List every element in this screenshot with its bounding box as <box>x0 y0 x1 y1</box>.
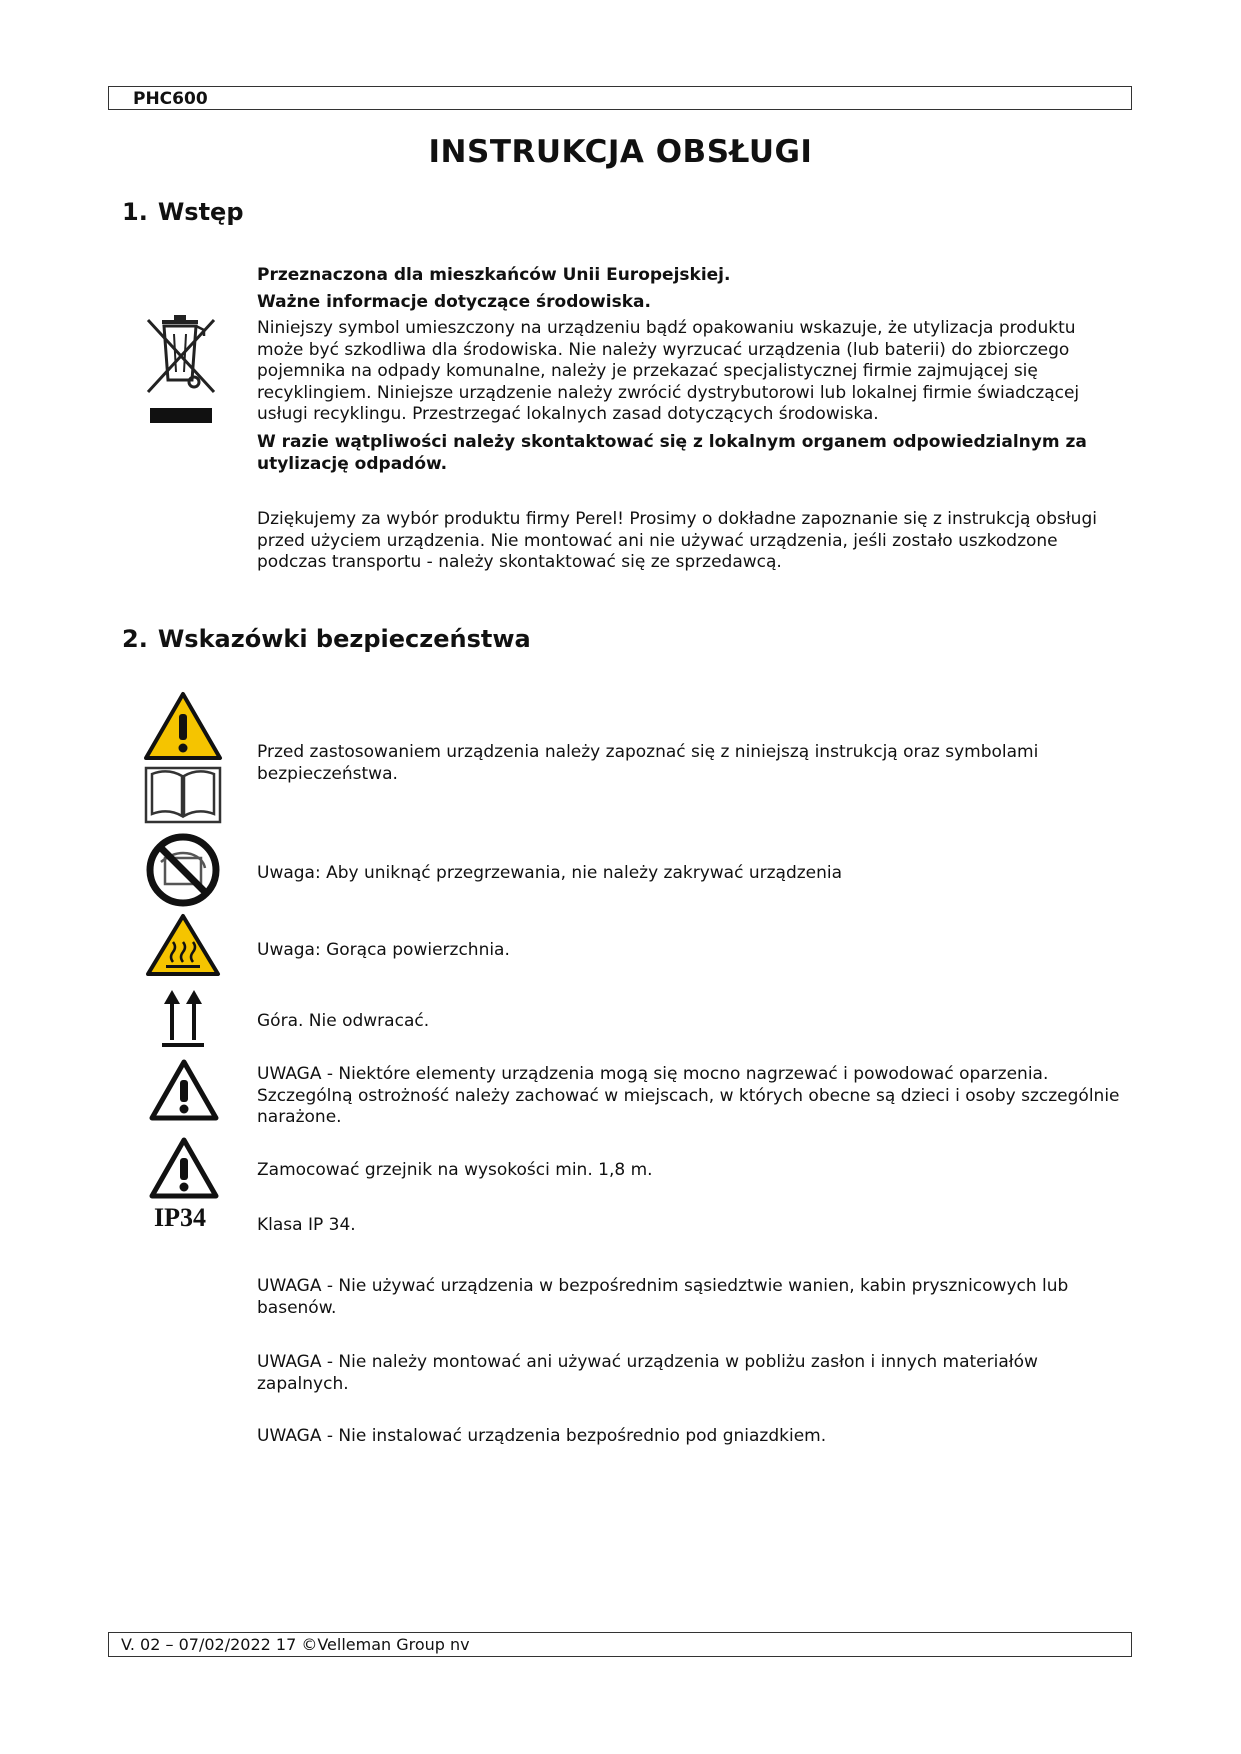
caution-icon <box>148 1058 220 1122</box>
section-2-number: 2. <box>122 625 148 653</box>
contact-authority-text: W razie wątpliwości należy skontaktować się z lokalnym organem odpowiedzialnym za utylizację odpadów. <box>257 432 1087 474</box>
safety-item-8: UWAGA - Nie używać urządzenia w bezpośrednim sąsiedztwie wanien, kabin prysznicowych lub basenów. <box>257 1276 1069 1318</box>
environment-text: Niniejszy symbol umieszczony na urządzeniu bądź opakowaniu wskazuje, że utylizacja produktu może być szkodliwa dla środowiska. Nie należy wyrzucać urządzenia (lub baterii) do zbiorczego pojemnika na odpady komunalne, należy je przekazać specjalistycznej firmie zajmującej się recyklingiem. Niniejsze urządzenie należy zwrócić dystrybutorowi lub lokalnej firmie świadczącej usługi recyklingu. Przestrzegać lokalnych zasad dotyczących środowiska. <box>257 318 1080 424</box>
safety-item-3: Uwaga: Gorąca powierzchnia. <box>257 940 510 960</box>
model-name: PHC600 <box>133 89 208 109</box>
footer-box <box>108 1632 1132 1657</box>
footer-text: V. 02 – 07/02/2022 17 ©Velleman Group nv <box>121 1635 470 1654</box>
eu-residents-heading: Przeznaczona dla mieszkańców Unii Europejskiej. <box>257 265 731 285</box>
crossed-out-wheelie-bin-icon <box>140 312 222 430</box>
safety-item-2: Uwaga: Aby uniknąć przegrzewania, nie należy zakrywać urządzenia <box>257 863 843 883</box>
warning-read-manual-icon <box>142 690 224 826</box>
safety-item-1: Przed zastosowaniem urządzenia należy zapoznać się z niniejszą instrukcją oraz symbolami bezpieczeństwa. <box>257 742 1039 784</box>
hot-surface-icon <box>144 912 222 978</box>
section-1-number: 1. <box>122 198 148 226</box>
do-not-cover-icon <box>145 832 221 908</box>
page-title: INSTRUKCJA OBSŁUGI <box>428 134 813 170</box>
section-2-heading <box>122 625 531 653</box>
safety-item-10: UWAGA - Nie instalować urządzenia bezpośrednio pod gniazdkiem. <box>257 1426 827 1446</box>
environment-heading: Ważne informacje dotyczące środowiska. <box>257 292 651 312</box>
section-2-title: Wskazówki bezpieczeństwa <box>157 625 531 653</box>
section-1-heading <box>122 198 244 226</box>
safety-item-4: Góra. Nie odwracać. <box>257 1011 430 1031</box>
safety-item-9: UWAGA - Nie należy montować ani używać urządzenia w pobliżu zasłon i innych materiałów zapalnych. <box>257 1352 1038 1394</box>
this-way-up-icon <box>160 988 206 1048</box>
caution-height-icon <box>148 1136 220 1200</box>
section-1-title: Wstęp <box>157 198 244 226</box>
safety-item-6: Zamocować grzejnik na wysokości min. 1,8 m. <box>257 1160 653 1180</box>
ip34-label: IP34 <box>154 1203 206 1232</box>
safety-item-7: Klasa IP 34. <box>257 1215 356 1235</box>
safety-item-5: UWAGA - Niektóre elementy urządzenia mogą się mocno nagrzewać i powodować oparzenia. Szczególną ostrożność należy zachować w miejscach, w których obecne są dzieci i osoby szczególnie narażone. <box>257 1064 1120 1127</box>
header-box <box>108 86 1132 110</box>
thanks-text: Dziękujemy za wybór produktu firmy Perel! Prosimy o dokładne zapoznanie się z instrukcją obsługi przed użyciem urządzenia. Nie montować ani nie używać urządzenia, jeśli zostało uszkodzone podczas transportu - należy skontaktować się ze sprzedawcą. <box>257 509 1097 572</box>
